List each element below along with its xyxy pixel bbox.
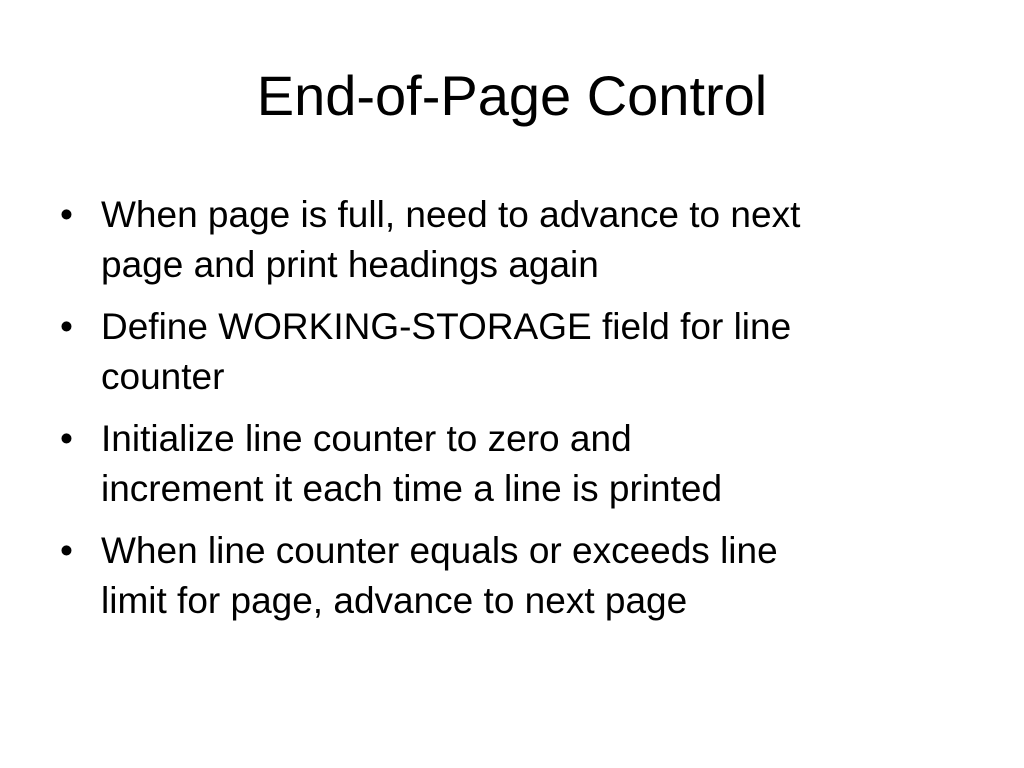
bullet-text: Initialize line counter to zero and increment it each time a line is printed	[101, 418, 723, 509]
bullet-icon: •	[60, 530, 73, 571]
bullet-icon: •	[60, 418, 73, 459]
bullet-text: When page is full, need to advance to next page and print headings again	[101, 194, 801, 285]
bullet-item	[60, 190, 980, 290]
bullet-item	[60, 302, 980, 402]
bullet-item	[60, 414, 980, 514]
slide-title: End-of-Page Control	[256, 64, 768, 127]
bullet-text: When line counter equals or exceeds line limit for page, advance to next page	[101, 530, 778, 621]
bullet-text: Define WORKING-STORAGE field for line counter	[101, 306, 792, 397]
bullet-icon: •	[60, 194, 73, 235]
bullet-item	[60, 526, 980, 626]
bullet-list	[60, 190, 980, 638]
bullet-icon: •	[60, 306, 73, 347]
